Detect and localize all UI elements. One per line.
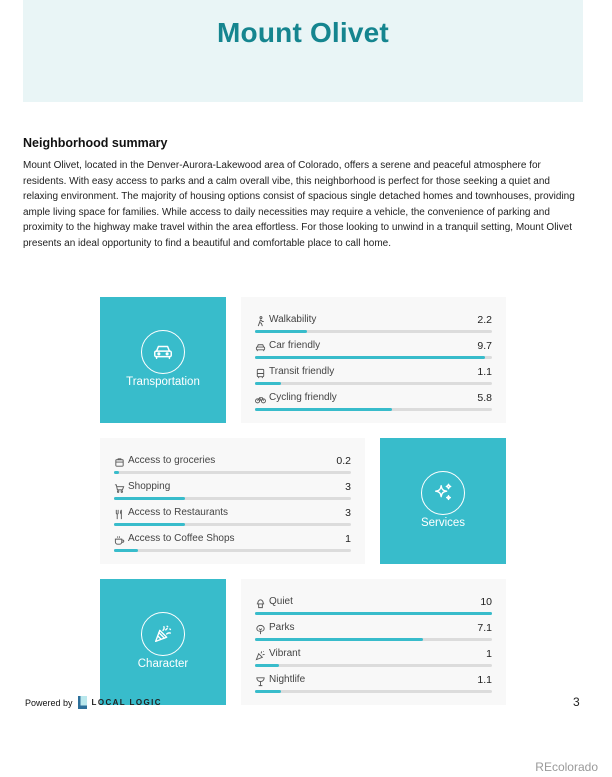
score-track: [255, 382, 492, 385]
sparkle-icon: [421, 471, 465, 515]
metric-access-to-groceries: [114, 454, 351, 479]
score-fill: [114, 471, 119, 474]
metric-shopping: [114, 480, 351, 505]
score-fill: [114, 549, 138, 552]
metric-value: 3: [345, 481, 351, 493]
metric-label: Vibrant: [269, 648, 301, 659]
metric-access-to-coffee-shops: [114, 532, 351, 557]
score-fill: [255, 638, 423, 641]
metric-cycling-friendly: [255, 391, 492, 416]
summary-heading: Neighborhood summary: [23, 136, 168, 150]
metric-label: Access to groceries: [128, 455, 216, 466]
score-fill: [255, 664, 279, 667]
metric-label: Walkability: [269, 314, 317, 325]
category-label: Services: [420, 517, 466, 529]
metric-label: Transit friendly: [269, 366, 335, 377]
page-number: 3: [573, 695, 580, 709]
metric-value: 1.1: [477, 366, 492, 378]
category-label: Transportation: [126, 376, 200, 388]
car-icon: [141, 330, 185, 374]
brand-name: LOCAL LOGIC: [91, 698, 162, 707]
character-card: [100, 579, 226, 705]
transportation-card: [100, 297, 226, 423]
metric-label: Access to Coffee Shops: [128, 533, 235, 544]
coffee-icon: [114, 535, 125, 546]
score-track: [114, 549, 351, 552]
score-track: [255, 638, 492, 641]
score-track: [114, 497, 351, 500]
metric-transit-friendly: [255, 365, 492, 390]
score-fill: [255, 356, 485, 359]
metric-value: 0.2: [336, 455, 351, 467]
header-banner: [23, 0, 583, 102]
grocery-icon: [114, 457, 125, 468]
score-fill: [255, 612, 492, 615]
metric-label: Shopping: [128, 481, 171, 492]
score-fill: [255, 690, 281, 693]
quiet-icon: [255, 598, 266, 609]
local-logic-logo-icon: [77, 696, 88, 709]
metric-value: 1: [486, 648, 492, 660]
score-track: [114, 471, 351, 474]
score-track: [255, 330, 492, 333]
metric-label: Access to Restaurants: [128, 507, 229, 518]
page-title: Mount Olivet: [217, 17, 389, 48]
metric-value: 10: [480, 596, 492, 608]
services-card: [380, 438, 506, 564]
metric-parks: [255, 621, 492, 646]
metric-value: 7.1: [477, 622, 492, 634]
score-fill: [114, 523, 185, 526]
score-track: [114, 523, 351, 526]
tree-icon: [255, 624, 266, 635]
score-fill: [255, 382, 281, 385]
walk-icon: [255, 316, 266, 327]
party-popper-icon: [141, 612, 185, 656]
metric-vibrant: [255, 647, 492, 672]
summary-text: Mount Olivet, located in the Denver-Aurora-Lakewood area of Colorado, offers a serene and peaceful atmosphere for residents. With easy access to parks and a calm overall vibe, this neighborhood is perfect for those seeking a quiet and relaxing environment. The majority of housing options consist of spacious single detached homes and townhouses, providing ample living space for families. While access to daily necessities may require a vehicle, the convenience of parking and proximity to the highway make travel within the area effortless. For those looking to unwind in a tranquil setting, Mount Olivet presents an ideal opportunity to find a beautiful and comfortable place to call home.: [23, 160, 575, 249]
character-metrics: [241, 579, 506, 705]
metric-walkability: [255, 313, 492, 338]
powered-by: [25, 696, 162, 709]
utensils-icon: [114, 509, 125, 520]
metric-label: Quiet: [269, 596, 293, 607]
services-metrics: [100, 438, 365, 564]
metric-label: Cycling friendly: [269, 392, 337, 403]
metric-value: 1.1: [477, 674, 492, 686]
metric-value: 1: [345, 533, 351, 545]
powered-by-label: Powered by: [25, 697, 73, 708]
metric-quiet: [255, 595, 492, 620]
metric-label: Nightlife: [269, 674, 306, 685]
metric-label: Parks: [269, 622, 295, 633]
score-fill: [114, 497, 185, 500]
metric-label: Car friendly: [269, 340, 321, 351]
metric-value: 9.7: [477, 340, 492, 352]
transportation-metrics: [241, 297, 506, 423]
bike-icon: [255, 394, 266, 405]
car-icon: [255, 342, 266, 353]
confetti-icon: [255, 650, 266, 661]
metric-car-friendly: [255, 339, 492, 364]
bus-icon: [255, 368, 266, 379]
score-track: [255, 356, 492, 359]
score-track: [255, 612, 492, 615]
score-fill: [255, 408, 392, 411]
score-track: [255, 664, 492, 667]
metric-value: 3: [345, 507, 351, 519]
watermark: REcolorado: [535, 760, 598, 774]
metric-nightlife: [255, 673, 492, 698]
metric-value: 2.2: [477, 314, 492, 326]
category-label: Character: [137, 658, 189, 670]
metric-access-to-restaurants: [114, 506, 351, 531]
score-fill: [255, 330, 307, 333]
cocktail-icon: [255, 676, 266, 687]
metric-value: 5.8: [477, 392, 492, 404]
score-track: [255, 408, 492, 411]
cart-icon: [114, 483, 125, 494]
score-track: [255, 690, 492, 693]
